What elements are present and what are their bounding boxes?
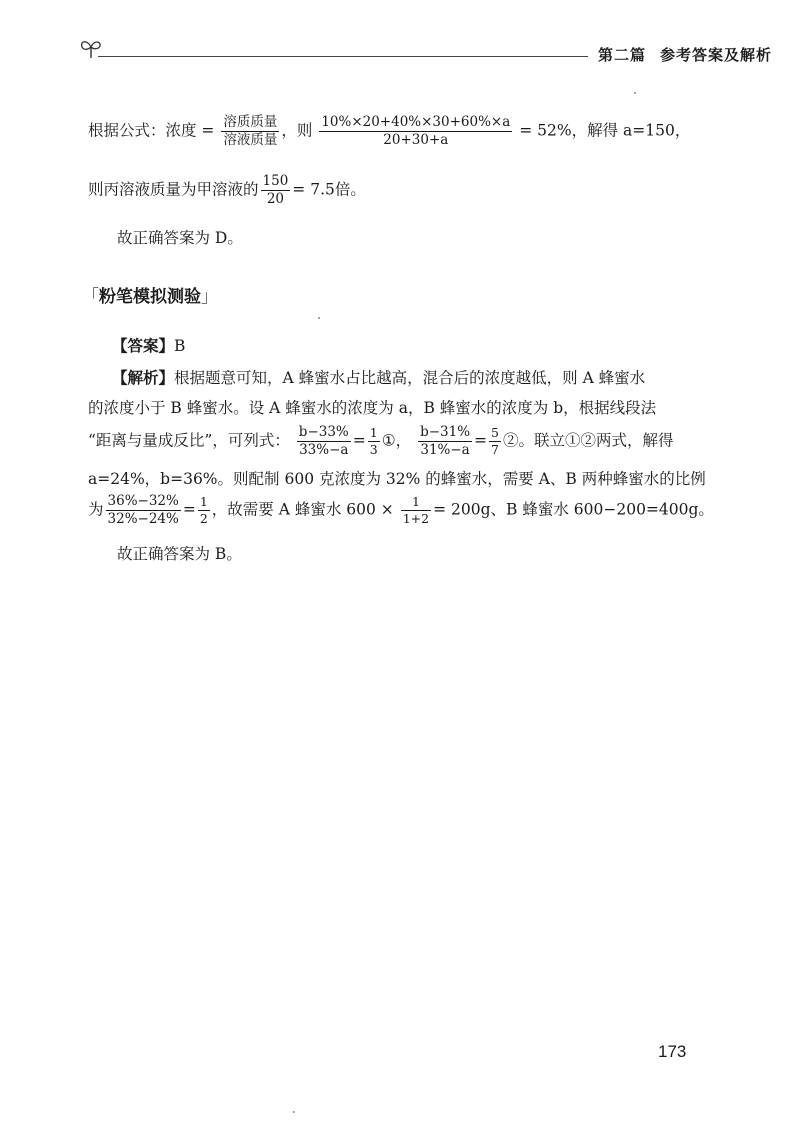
equation-2-right — [489, 425, 501, 457]
analysis-line-4: a=24%，b=36%。则配制 600 克浓度为 32% 的蜂蜜水，需要 A、B 两种蜂蜜水的比例 — [88, 470, 706, 488]
analysis-line-2: 的浓度小于 B 蜂蜜水。设 A 蜂蜜水的浓度为 a，B 蜂蜜水的浓度为 b，根据线段法 — [88, 399, 657, 417]
fraction-numerator: 1 — [401, 494, 431, 511]
conclusion-b: 故正确答案为 B。 — [117, 545, 242, 563]
fraction-numerator: b−33% — [298, 424, 349, 440]
fraction-numerator: 5 — [491, 425, 499, 441]
part-label: 第二篇 — [598, 46, 647, 64]
fraction-denominator: 1+2 — [402, 510, 430, 526]
bracket-right-icon: 」 — [201, 287, 218, 307]
formula-result: = 52%，解得 a=150， — [519, 121, 691, 140]
equation-1-right — [368, 425, 380, 457]
fraction-numerator: 36%−32% — [107, 493, 179, 509]
ratio-lead-text: 为 — [88, 500, 104, 519]
ratio-lead: 则丙溶液质量为甲溶液的 — [88, 180, 259, 199]
formula-paragraph — [88, 114, 690, 149]
conclusion-d: 故正确答案为 D。 — [117, 229, 243, 247]
scan-speck — [634, 92, 636, 94]
fraction-numerator: 150 — [262, 173, 289, 189]
fraction-numerator: 溶质质量 — [223, 114, 278, 130]
fraction-denominator: 32%−24% — [107, 510, 179, 527]
page-header — [78, 36, 773, 68]
fraction-denominator: 31%−a — [420, 441, 470, 458]
formula-connector: ，则 — [281, 121, 313, 140]
formula-lead: 根据公式：浓度 = — [88, 121, 215, 140]
analysis-tag: 【解析】 — [112, 369, 175, 387]
ratio-paragraph — [88, 173, 366, 208]
equation-1-mark: ①， — [381, 431, 412, 450]
fraction-denominator: 2 — [199, 510, 208, 526]
mix-ratio-result — [198, 494, 210, 526]
page-number: 173 — [658, 1042, 687, 1061]
running-head — [598, 44, 772, 65]
fraction-denominator: 20+30+a — [383, 131, 449, 148]
chapter-title: 参考答案及解析 — [660, 46, 773, 64]
analysis-text: 根据题意可知，A 蜂蜜水占比越高，混合后的浓度越低，则 A 蜂蜜水 — [174, 369, 646, 387]
analysis-line-1 — [112, 369, 645, 388]
amount-fraction — [401, 494, 431, 526]
ratio-fraction — [261, 173, 291, 208]
scan-speck — [293, 1111, 295, 1113]
sprout-icon — [78, 36, 104, 62]
amount-text: ，故需要 A 蜂蜜水 600 × — [211, 500, 394, 519]
header-rule — [98, 56, 588, 57]
fraction-numerator: 1 — [369, 425, 378, 441]
section-title — [82, 282, 218, 307]
fraction-denominator: 20 — [266, 190, 284, 207]
equation-2-tail: ②。联立①②两式，解得 — [502, 431, 674, 450]
bracket-left-icon: 「 — [82, 287, 99, 307]
analysis-line-5: 为 $\frac{36\%-32\%}{32\%-24\%}$ = $\frac{1}{2}$ ，故需要 A 蜂蜜水 600 × $\frac{1}{1+2}$ = 200g、B 蜂蜜水 600−200=400g。 — [88, 493, 714, 527]
equation-lead: “距离与量成反比”，可列式： — [88, 431, 290, 450]
fraction-numerator: 10%×20+40%×30+60%×a — [321, 114, 511, 130]
scan-speck — [318, 317, 320, 319]
fraction-denominator: 溶液质量 — [223, 131, 278, 148]
answer-tag: 【答案】 — [112, 337, 175, 355]
ratio-result: = 7.5倍。 — [292, 180, 366, 199]
equation-2-left — [418, 424, 472, 459]
fraction-denominator: 33%−a — [299, 441, 349, 458]
equation-1-left — [297, 424, 351, 459]
section-title-text: 粉笔模拟测验 — [99, 287, 201, 307]
answer-value: B — [174, 337, 186, 355]
mixture-fraction — [319, 114, 512, 149]
concentration-fraction — [221, 114, 279, 149]
fraction-denominator: 7 — [491, 441, 499, 457]
answer-line — [112, 337, 185, 356]
amount-result: = 200g、B 蜂蜜水 600−200=400g。 — [433, 500, 714, 519]
fraction-numerator: b−31% — [420, 424, 471, 440]
fraction-denominator: 3 — [369, 441, 378, 457]
analysis-line-3: “距离与量成反比”，可列式： $\frac{b-33\%}{33\%-a}$ = $\frac{1}{3}$ ①， $\frac{b-31\%}{31\%-a}$ = $\frac{5}{7}$ ②。联立①②两式，解得 — [88, 424, 674, 458]
mix-ratio-fraction — [106, 493, 181, 528]
fraction-numerator: 1 — [199, 494, 208, 510]
